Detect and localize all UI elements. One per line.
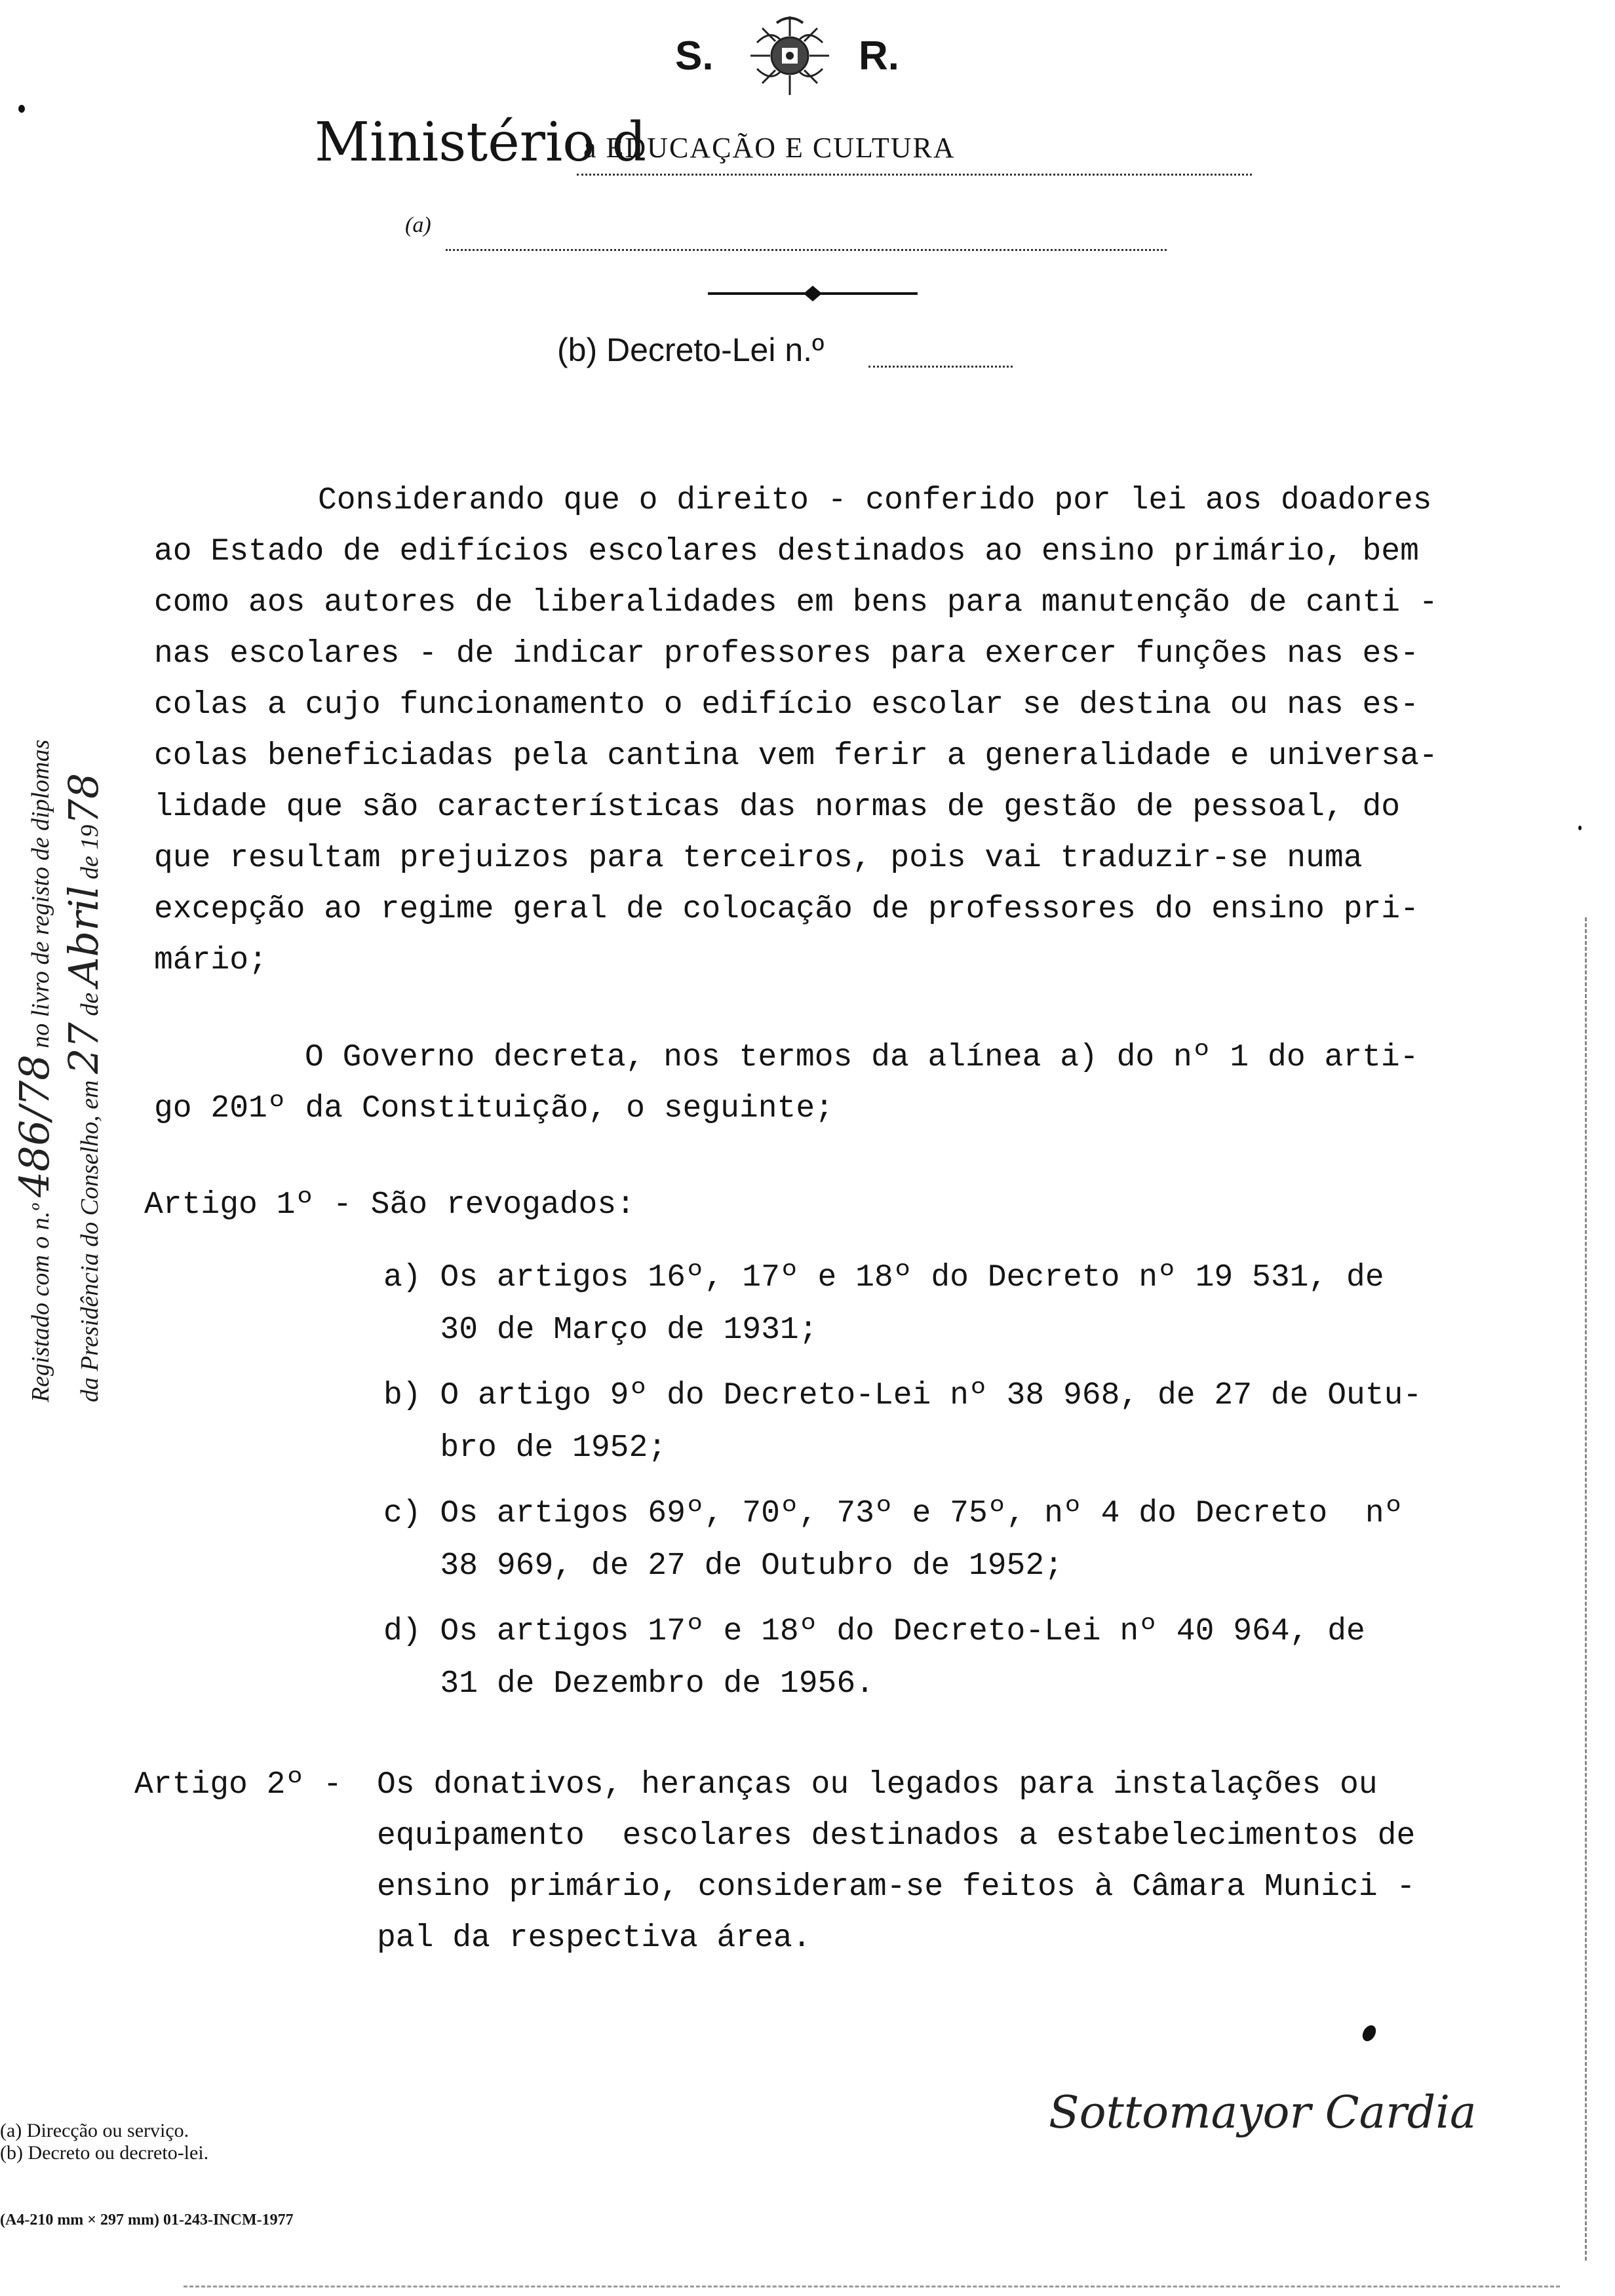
article-1-heading: Artigo 1º - São revogados: (144, 1187, 635, 1223)
preamble-line: que resultam prejuizos para terceiros, pois vai traduzir-se numa (154, 841, 1363, 876)
page-edge-mark (1585, 917, 1587, 2261)
article-2-line: equipamento escolares destinados a estabelecimentos de (377, 1818, 1416, 1854)
registration-line-1: Registado com o n.º 486/78 no livro de registo de diplomas (10, 739, 58, 1402)
enacting-line: go 201º da Constituição, o seguinte; (154, 1091, 834, 1126)
decree-number-line (868, 366, 1013, 368)
article-2-line: Os donativos, heranças ou legados para instalações ou (377, 1767, 1378, 1803)
direction-marker: (a) (405, 213, 431, 237)
article-2-text (377, 1759, 1415, 1964)
scan-speck (18, 105, 25, 113)
registration-year: 78 (60, 773, 107, 825)
ministry-name: a EDUCAÇÃO E CULTURA (583, 132, 956, 164)
coat-of-arms-icon (744, 10, 836, 102)
preamble-line: como aos autores de liberalidades em bens para manutenção de canti - (154, 585, 1438, 621)
enacting-clause (154, 1032, 1418, 1134)
scan-speck (1578, 826, 1582, 830)
header-s-letter: S. (675, 33, 714, 79)
preamble-line: nas escolares - de indicar professores para exercer funções nas es- (154, 636, 1419, 672)
article-2-line: pal da respectiva área. (377, 1921, 811, 1956)
scan-speck (1360, 2023, 1379, 2044)
footnotes (0, 2120, 208, 2164)
article-1-item-b: b) O artigo 9º do Decreto-Lei nº 38 968, de 27 de Outu- bro de 1952; (383, 1378, 1422, 1466)
article-1-item-c: c) Os artigos 69º, 70º, 73º e 75º, nº 4 do Decreto nº 38 969, de 27 de Outubro de 1952; (383, 1496, 1403, 1584)
preamble-paragraph (154, 475, 1438, 986)
signature: Sottomayor Cardia (1049, 2087, 1477, 2139)
article-2-line: ensino primário, consideram-se feitos à Câmara Munici - (377, 1869, 1416, 1905)
registration-number: 486/78 (10, 1054, 58, 1198)
preamble-line: lidade que são características das normas de gestão de pessoal, do (154, 790, 1401, 825)
enacting-line: O Governo decreta, nos termos da alínea a) do nº 1 do arti- (305, 1040, 1419, 1075)
print-info: (A4-210 mm × 297 mm) 01-243-INCM-1977 (0, 2211, 294, 2229)
article-2-heading: Artigo 2º - (134, 1767, 342, 1803)
header-r-letter: R. (859, 33, 899, 79)
page-edge-mark (184, 2286, 1560, 2287)
ministry-prefix: Ministério d (315, 111, 647, 174)
footnote-a: (a) Direcção ou serviço. (0, 2120, 189, 2141)
decree-heading: (b) Decreto-Lei n.º (557, 332, 825, 368)
article-1-item-a: a) Os artigos 16º, 17º e 18º do Decreto nº 19 531, de 30 de Março de 1931; (383, 1260, 1384, 1348)
registration-line-2: da Presidência do Conselho, em 27 de Abril de 1978 (60, 773, 107, 1402)
ministry-dotted-line (577, 174, 1252, 176)
diamond-divider-icon (708, 280, 918, 307)
footnote-b: (b) Decreto ou decreto-lei. (0, 2142, 209, 2164)
registration-day: 27 (60, 1022, 107, 1075)
registration-month: Abril (60, 885, 107, 987)
preamble-line: ao Estado de edifícios escolares destinados ao ensino primário, bem (154, 534, 1419, 569)
preamble-line: Considerando que o direito - conferido por lei aos doadores (318, 483, 1432, 518)
registration-note (10, 485, 111, 1402)
preamble-line: excepção ao regime geral de colocação de professores do ensino pri- (154, 892, 1419, 927)
preamble-line: mário; (154, 943, 267, 978)
preamble-line: colas beneficiadas pela cantina vem ferir a generalidade e universa- (154, 738, 1438, 774)
preamble-line: colas a cujo funcionamento o edifício escolar se destina ou nas es- (154, 687, 1419, 723)
article-1-item-d: d) Os artigos 17º e 18º do Decreto-Lei nº 40 964, de 31 de Dezembro de 1956. (383, 1614, 1365, 1702)
direction-dotted-line (446, 249, 1167, 251)
